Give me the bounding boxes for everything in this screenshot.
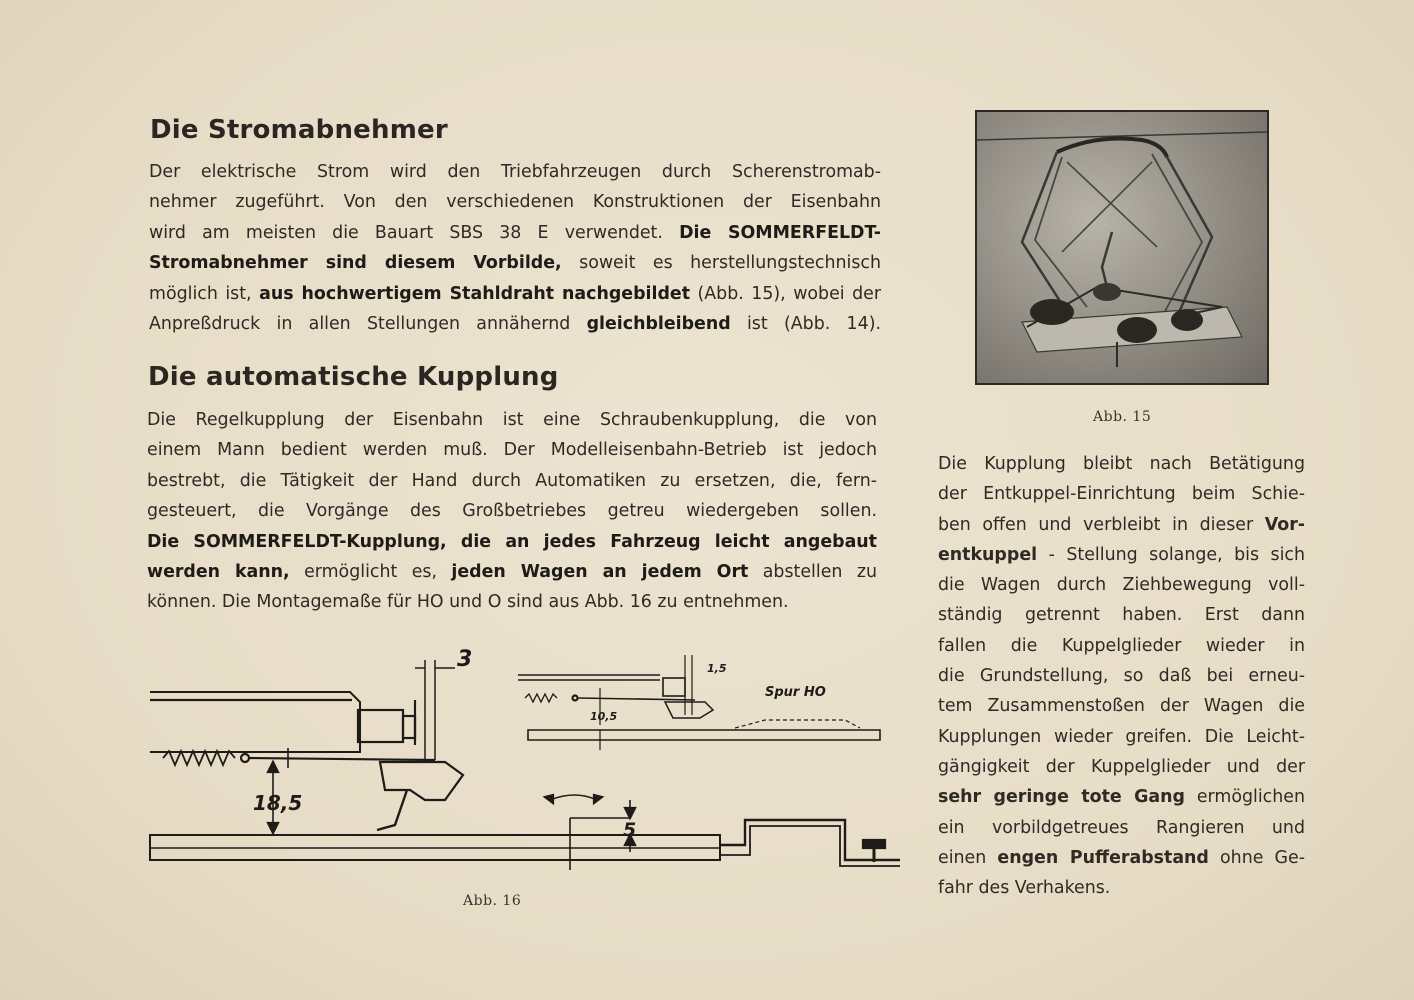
text-line: Stromabnehmer sind diesem Vorbilde, soweit es herstellungstechnisch [149,253,881,274]
text-line: fahr des Verhakens. [938,878,1111,899]
text-line: fallen die Kuppelglieder wieder in [938,635,1305,656]
paragraph-right-column [938,449,1305,903]
coupler-housing [358,710,403,742]
text-line: möglich ist, aus hochwertigem Stahldraht nachgebildet (Abb. 15), wobei der [149,283,881,304]
text-line: Die SOMMERFELDT-Kupplung, die an jedes Fahrzeug leicht angebaut [147,531,877,552]
label-spur-ho: Spur HO [765,685,826,700]
text-line: gesteuert, die Vorgänge des Großbetriebes getreu wiedergeben sollen. [147,501,877,522]
dim-label-1-5: 1,5 [707,662,727,675]
text-line: einen engen Pufferabstand ohne Ge- [938,847,1305,868]
dim-label-18-5: 18,5 [253,791,303,815]
text-line: Anpreßdruck in allen Stellungen annähernd gleichbleibend ist (Abb. 14). [149,313,882,334]
dim-label-5: 5 [623,819,637,841]
text-line: können. Die Montagemaße für HO und O sind aus Abb. 16 zu entnehmen. [147,592,789,613]
text-line: die Grundstellung, so daß bei erneu- [938,666,1305,687]
text-line: werden kann, ermöglicht es, jeden Wagen an jedem Ort abstellen zu [147,561,877,582]
text-line: einem Mann bedient werden muß. Der Modelleisenbahn-Betrieb ist jedoch [147,440,877,461]
text-line: ständig getrennt haben. Erst dann [938,605,1305,626]
text-line: bestrebt, die Tätigkeit der Hand durch Automatiken zu ersetzen, die, fern- [147,470,877,491]
dim-label-3: 3 [457,647,473,672]
dim-label-10-5: 10,5 [590,710,618,723]
text-line: ein vorbildgetreues Rangieren und [938,817,1305,838]
text-line: Die Kupplung bleibt nach Betätigung [938,454,1305,474]
heading-stromabnehmer: Die Stromabnehmer [150,115,448,145]
text-line: wird am meisten die Bauart SBS 38 E verwendet. Die SOMMERFELDT- [149,222,881,243]
coupler-head [380,762,463,800]
text-line: nehmer zugeführt. Von den verschiedenen Konstruktionen der Eisenbahn [149,192,881,213]
text-line: entkuppel - Stellung solange, bis sich [938,544,1305,565]
text-line: sehr geringe tote Gang ermöglichen [938,787,1305,808]
caption-abb16: Abb. 16 [463,893,522,909]
text-line: Der elektrische Strom wird den Triebfahrzeugen durch Scherenstromab- [149,162,881,182]
text-line: tem Zusammenstoßen der Wagen die [938,696,1305,717]
text-line: die Wagen durch Ziehbewegung voll- [938,575,1305,596]
text-line: Kupplungen wieder greifen. Die Leicht- [938,726,1305,747]
text-line: Die Regelkupplung der Eisenbahn ist eine Schraubenkupplung, die von [147,410,877,430]
caption-abb15: Abb. 15 [1093,409,1152,425]
text-line: gängigkeit der Kuppelglieder und der [938,756,1305,777]
coupling-dimension-drawing [145,640,910,880]
heading-kupplung: Die automatische Kupplung [148,362,559,392]
paragraph-kupplung [147,405,877,618]
pantograph-illustration [977,112,1267,383]
text-line: ben offen und verbleibt in dieser Vor- [938,514,1305,535]
text-line: der Entkuppel-Einrichtung beim Schie- [938,484,1305,505]
paragraph-stromabnehmer [149,157,881,339]
pantograph-photo [975,110,1269,385]
spring [163,751,235,765]
